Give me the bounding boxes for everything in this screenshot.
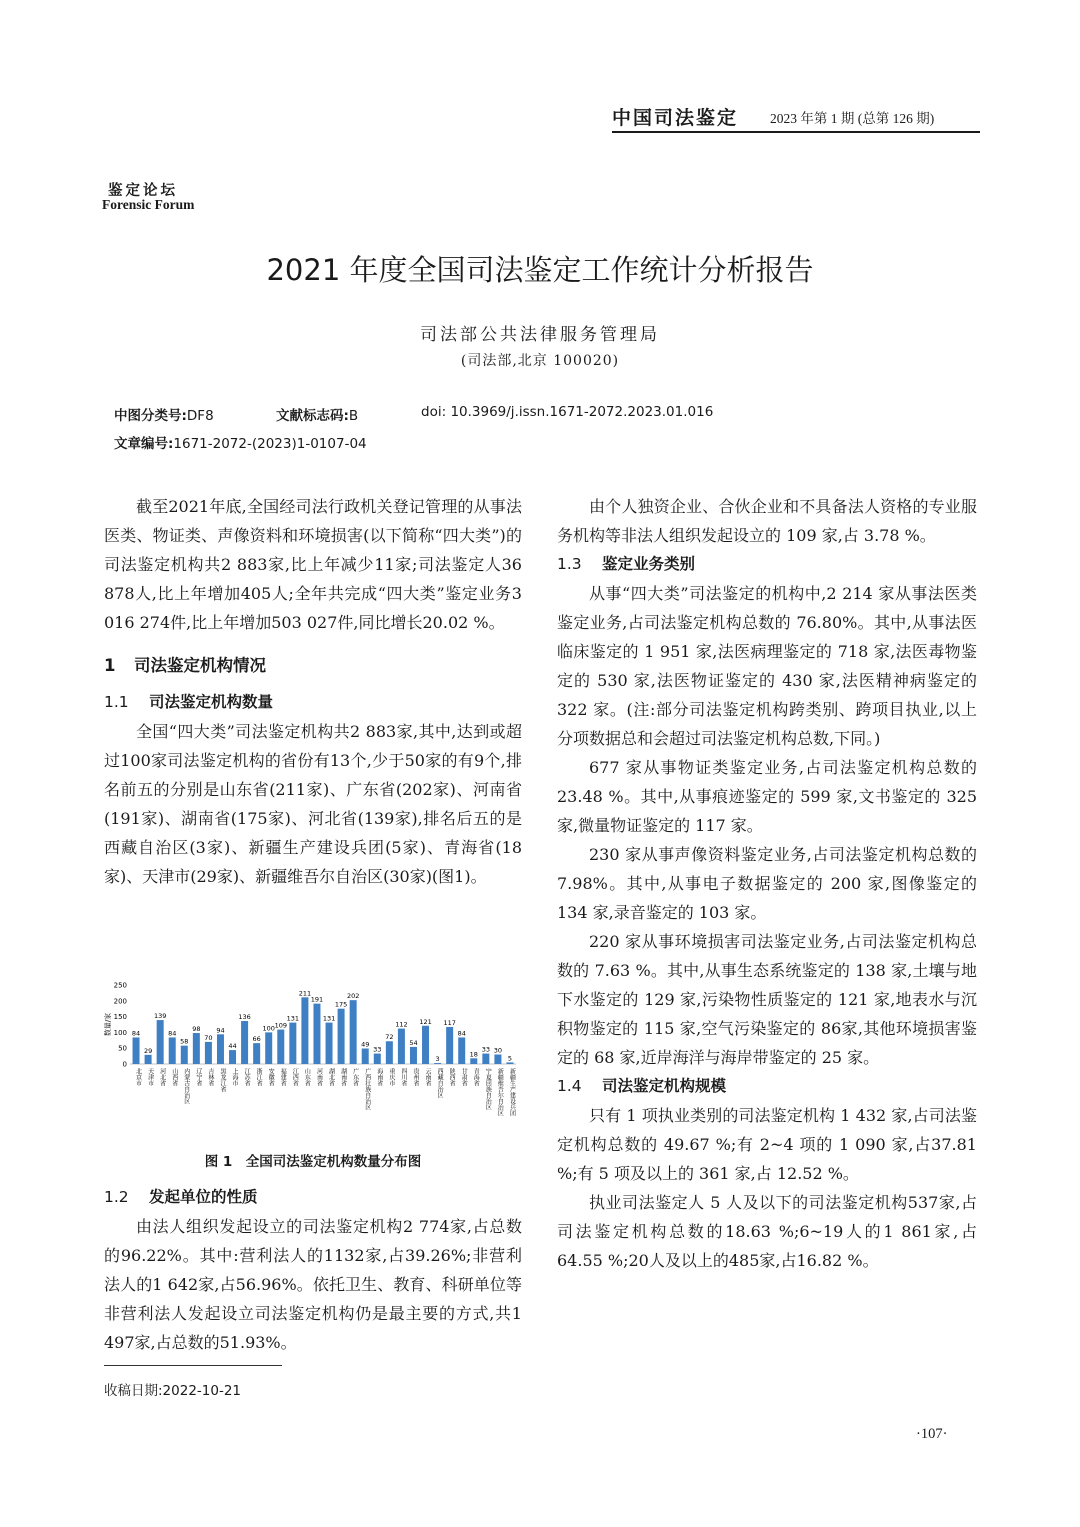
chart-x-tick-label: 陕西省 bbox=[448, 1068, 456, 1086]
chart-data-label: 175 bbox=[334, 1000, 348, 1009]
chart-y-tick-label: 0 bbox=[122, 1060, 127, 1069]
chart-data-label: 18 bbox=[469, 1050, 478, 1059]
chart-y-tick-label: 100 bbox=[113, 1028, 127, 1037]
chart-bar bbox=[301, 997, 308, 1064]
doc-code-field bbox=[276, 404, 358, 424]
chart-data-label: 112 bbox=[395, 1020, 408, 1029]
chart-data-label: 44 bbox=[228, 1042, 237, 1051]
chart-x-tick-label: 山西省 bbox=[170, 1068, 178, 1086]
chart-bar bbox=[446, 1027, 453, 1064]
chart-bars bbox=[133, 997, 514, 1064]
chart-value-labels bbox=[132, 989, 512, 1063]
chart-bar bbox=[169, 1037, 176, 1064]
chart-data-label: 66 bbox=[252, 1035, 261, 1044]
chart-x-tick-label: 四川省 bbox=[399, 1068, 407, 1086]
chart-bar bbox=[350, 1000, 357, 1064]
chart-data-label: 202 bbox=[346, 992, 360, 1001]
intro-paragraph: 截至2021年底,全国经司法行政机关登记管理的从事法医类、物证类、声像资料和环境损害(以下简称“四大类”)的司法鉴定机构共2 883家,比上年减少11家;司法鉴定人36 878人,比上年增加405人;全年共完成“四大类”鉴定业务3 016 274件,比上年增加503 027件,同比增长20.02 %。 bbox=[104, 497, 522, 632]
paragraph-1-3-physical: 677 家从事物证类鉴定业务,占司法鉴定机构总数的 23.48 %。其中,从事痕迹鉴定的 599 家,文书鉴定的 325 家,微量物证鉴定的 117 家。 bbox=[557, 758, 977, 835]
doc-code-value: B bbox=[348, 408, 359, 424]
chart-x-tick-label: 新疆维吾尔自治区 bbox=[496, 1068, 504, 1116]
chart-bar bbox=[398, 1029, 405, 1064]
chart-data-label: 72 bbox=[385, 1033, 394, 1042]
received-date: 收稿日期:2022-10-21 bbox=[104, 1383, 242, 1399]
article-number-label: 文章编号: bbox=[114, 436, 174, 452]
chart-x-tick-label: 辽宁省 bbox=[194, 1068, 202, 1086]
chart-bar bbox=[506, 1062, 513, 1064]
chart-bar bbox=[434, 1063, 441, 1064]
chart-bar bbox=[422, 1026, 429, 1064]
chart-data-label: 84 bbox=[168, 1029, 177, 1038]
chart-bar bbox=[277, 1030, 284, 1064]
chart-bar bbox=[229, 1050, 236, 1064]
chart-data-label: 84 bbox=[131, 1029, 141, 1038]
chart-x-tick-label: 江西省 bbox=[291, 1068, 299, 1086]
chart-x-tick-label: 山东省 bbox=[303, 1068, 311, 1086]
heading-1-2-text: 发起单位的性质 bbox=[149, 1188, 258, 1206]
heading-1-4-number: 1.4 bbox=[557, 1077, 582, 1095]
chart-x-tick-label: 安徽省 bbox=[267, 1068, 275, 1086]
heading-1-3-text: 鉴定业务类别 bbox=[602, 555, 696, 573]
chart-y-axis-label: 数量/家 bbox=[104, 1012, 112, 1037]
heading-1-3-number: 1.3 bbox=[557, 555, 582, 573]
chart-data-label: 5 bbox=[507, 1054, 513, 1063]
affiliation: (司法部,北京 100020) bbox=[460, 353, 620, 369]
chart-x-tick-label: 福建省 bbox=[279, 1068, 287, 1086]
heading-1-4-text: 司法鉴定机构规模 bbox=[602, 1077, 727, 1095]
chart-data-label: 33 bbox=[481, 1045, 490, 1054]
chart-bar bbox=[326, 1023, 333, 1064]
chart-data-label: 109 bbox=[274, 1021, 287, 1030]
chart-data-label: 100 bbox=[262, 1024, 275, 1033]
issue-info: 2023 年第 1 期 (总第 126 期) bbox=[770, 111, 935, 126]
chart-data-label: 29 bbox=[143, 1046, 153, 1055]
chart-data-label: 136 bbox=[238, 1013, 251, 1022]
paragraph-1-1: 全国“四大类”司法鉴定机构共2 883家,其中,达到或超过100家司法鉴定机构的省份有13个,少于50家的有9个,排名前五的分别是山东省(211家)、广东省(202家)、河南省(191家)、湖南省(175家)、河北省(139家),排名后五的是西藏自治区(3家)、新疆生产建设兵团(5家)、青海省(18家)、天津市(29家)、新疆维吾尔自治区(30家)(图1)。 bbox=[104, 722, 522, 886]
page-title: 2021 年度全国司法鉴定工作统计分析报告 bbox=[266, 253, 814, 287]
chart-x-tick-label: 江苏省 bbox=[243, 1068, 251, 1086]
paragraph-1-3-environment: 220 家从事环境损害司法鉴定业务,占司法鉴定机构总数的 7.63 %。其中,从事生态系统鉴定的 138 家,土壤与地下水鉴定的 129 家,污染物性质鉴定的 121 家,地表水与沉积物鉴定的 115 家,空气污染鉴定的 86家,其他环境损害鉴定的 68 家,近岸海洋与海岸带鉴定的 25 家。 bbox=[557, 932, 977, 1067]
chart-data-label: 211 bbox=[298, 989, 312, 998]
chart-x-tick-label: 河北省 bbox=[158, 1068, 166, 1086]
paragraph-non-legal-person: 由个人独资企业、合伙企业和不具备法人资格的专业服务机构等非法人组织发起设立的 109 家,占 3.78 %。 bbox=[557, 497, 977, 545]
clc-field bbox=[114, 404, 214, 424]
left-column bbox=[104, 492, 522, 891]
heading-1-2 bbox=[104, 1183, 522, 1212]
left-column-lower bbox=[104, 1183, 522, 1357]
page-number: ·107· bbox=[916, 1426, 948, 1442]
chart-data-label: 94 bbox=[216, 1026, 225, 1035]
chart-x-tick-label: 吉林省 bbox=[206, 1068, 214, 1086]
right-column bbox=[557, 492, 977, 1275]
doi-value: 10.3969/j.issn.1671-2072.2023.01.016 bbox=[450, 404, 714, 420]
chart-bar bbox=[193, 1033, 200, 1064]
chart-data-label: 131 bbox=[322, 1014, 336, 1023]
chart-y-tick-label: 150 bbox=[113, 1013, 127, 1022]
chart-bar bbox=[205, 1042, 212, 1064]
chart-data-label: 98 bbox=[192, 1025, 201, 1034]
heading-1-3 bbox=[557, 550, 977, 579]
chart-x-tick-label: 浙江省 bbox=[255, 1068, 263, 1086]
header-rule bbox=[612, 131, 980, 133]
article-number-field bbox=[114, 432, 367, 452]
clc-value: DF8 bbox=[186, 408, 214, 424]
chart-x-tick-label: 北京市 bbox=[134, 1068, 142, 1086]
chart-x-tick-label: 湖北省 bbox=[327, 1068, 335, 1086]
chart-bar bbox=[362, 1049, 369, 1064]
heading-1-number: 1 bbox=[104, 656, 116, 675]
heading-1-1 bbox=[104, 688, 522, 717]
heading-1-2-number: 1.2 bbox=[104, 1188, 129, 1206]
chart-y-tick-label: 250 bbox=[113, 981, 127, 990]
paragraph-1-3-audio-video: 230 家从事声像资料鉴定业务,占司法鉴定机构总数的 7.98%。其中,从事电子数据鉴定的 200 家,图像鉴定的 134 家,录音鉴定的 103 家。 bbox=[557, 845, 977, 922]
chart-x-tick-label: 海南省 bbox=[375, 1068, 383, 1086]
chart-x-tick-label: 河南省 bbox=[315, 1068, 323, 1086]
figure-caption: 图 1 全国司法鉴定机构数量分布图 bbox=[204, 1154, 422, 1170]
paragraph-1-2: 由法人组织发起设立的司法鉴定机构2 774家,占总数的96.22%。其中:营利法人的1132家,占39.26%;非营利法人的1 642家,占56.96%。依托卫生、教育、科研单位等非营利法人发起设立司法鉴定机构仍是最主要的方式,共1 497家,占总数的51.93%。 bbox=[104, 1217, 522, 1352]
chart-y-tick-label: 200 bbox=[113, 997, 127, 1006]
chart-x-tick-label: 天津市 bbox=[146, 1068, 154, 1086]
chart-bar bbox=[470, 1058, 477, 1064]
chart-data-label: 58 bbox=[180, 1037, 189, 1046]
chart-bar bbox=[386, 1041, 393, 1064]
clc-label: 中图分类号: bbox=[114, 408, 187, 424]
chart-bar bbox=[145, 1055, 152, 1064]
chart-x-tick-label: 西藏自治区 bbox=[436, 1068, 444, 1098]
chart-bar bbox=[241, 1021, 248, 1064]
institution-count-chart bbox=[104, 980, 522, 1145]
chart-bar bbox=[482, 1054, 489, 1064]
chart-x-tick-label: 广东省 bbox=[351, 1068, 359, 1086]
chart-bar bbox=[217, 1034, 224, 1064]
chart-data-label: 70 bbox=[204, 1033, 213, 1042]
chart-bar bbox=[338, 1009, 345, 1064]
journal-name: 中国司法鉴定 bbox=[612, 107, 739, 129]
chart-data-label: 131 bbox=[286, 1014, 300, 1023]
chart-bar bbox=[374, 1054, 381, 1064]
chart-data-label: 3 bbox=[435, 1055, 440, 1064]
chart-bar bbox=[133, 1037, 140, 1064]
doi-field bbox=[421, 404, 713, 420]
chart-bar bbox=[157, 1020, 164, 1064]
article-number-value: 1671-2072-(2023)1-0107-04 bbox=[173, 436, 367, 452]
chart-x-tick-label: 新疆生产建设兵团 bbox=[508, 1068, 516, 1116]
chart-x-tick-label: 云南省 bbox=[424, 1068, 432, 1086]
author: 司法部公共法律服务管理局 bbox=[420, 325, 660, 345]
heading-1-1-text: 司法鉴定机构数量 bbox=[149, 693, 274, 711]
chart-x-tick-labels bbox=[135, 1067, 516, 1117]
doi-label: doi: bbox=[421, 404, 447, 420]
heading-1-text: 司法鉴定机构情况 bbox=[134, 656, 266, 675]
chart-x-tick-label: 青海省 bbox=[472, 1068, 480, 1086]
section-label-en: Forensic Forum bbox=[102, 197, 195, 212]
doc-code-label: 文献标志码: bbox=[276, 408, 349, 424]
paragraph-1-4-staff: 执业司法鉴定人 5 人及以下的司法鉴定机构537家,占司法鉴定机构总数的18.63 %;6~19人的1 861家,占64.55 %;20人及以上的485家,占16.82 %。 bbox=[557, 1193, 977, 1270]
chart-x-tick-label: 重庆市 bbox=[387, 1068, 395, 1086]
footnote-rule bbox=[104, 1365, 282, 1366]
chart-data-label: 139 bbox=[153, 1012, 167, 1021]
chart-x-tick-label: 贵州省 bbox=[411, 1068, 419, 1086]
chart-x-tick-label: 广西壮族自治区 bbox=[363, 1068, 371, 1110]
section-label-cn: 鉴定论坛 bbox=[108, 183, 178, 199]
chart-data-label: 191 bbox=[310, 995, 324, 1004]
chart-x-tick-label: 宁夏回族自治区 bbox=[484, 1068, 492, 1110]
chart-x-tick-label: 湖南省 bbox=[339, 1068, 347, 1086]
chart-x-tick-label: 甘肃省 bbox=[460, 1068, 468, 1086]
chart-data-label: 49 bbox=[361, 1040, 370, 1049]
heading-1-4 bbox=[557, 1072, 977, 1101]
chart-data-label: 30 bbox=[493, 1046, 503, 1055]
chart-data-label: 84 bbox=[457, 1029, 466, 1038]
chart-bar bbox=[289, 1023, 296, 1064]
chart-bar bbox=[265, 1032, 272, 1064]
paragraph-1-3-forensic: 从事“四大类”司法鉴定的机构中,2 214 家从事法医类鉴定业务,占司法鉴定机构总数的 76.80%。其中,从事法医临床鉴定的 1 951 家,法医病理鉴定的 718 家,法医毒物鉴定的 530 家,法医物证鉴定的 430 家,法医精神病鉴定的 322 家。(注:部分司法鉴定机构跨类别、跨项目执业,以上分项数据总和会超过司法鉴定机构总数,下同。) bbox=[557, 584, 977, 748]
chart-bar bbox=[181, 1046, 188, 1064]
heading-1 bbox=[104, 651, 522, 680]
chart-bar bbox=[313, 1004, 320, 1064]
chart-bar bbox=[458, 1037, 465, 1064]
chart-x-tick-label: 黑龙江省 bbox=[218, 1068, 226, 1092]
chart-x-tick-label: 内蒙古自治区 bbox=[182, 1068, 190, 1104]
chart-bar bbox=[494, 1055, 501, 1064]
heading-1-1-number: 1.1 bbox=[104, 693, 129, 711]
chart-data-label: 121 bbox=[419, 1017, 432, 1026]
chart-data-label: 117 bbox=[443, 1019, 456, 1028]
chart-data-label: 33 bbox=[373, 1045, 382, 1054]
chart-bar bbox=[410, 1047, 417, 1064]
chart-bar bbox=[253, 1043, 260, 1064]
chart-data-label: 54 bbox=[409, 1038, 418, 1047]
chart-y-tick-label: 50 bbox=[118, 1044, 127, 1053]
chart-x-tick-label: 上海市 bbox=[231, 1068, 239, 1086]
paragraph-1-4-categories: 只有 1 项执业类别的司法鉴定机构 1 432 家,占司法鉴定机构总数的 49.67 %;有 2~4 项的 1 090 家,占37.81 %;有 5 项及以上的 361 家,占 12.52 %。 bbox=[557, 1106, 977, 1183]
